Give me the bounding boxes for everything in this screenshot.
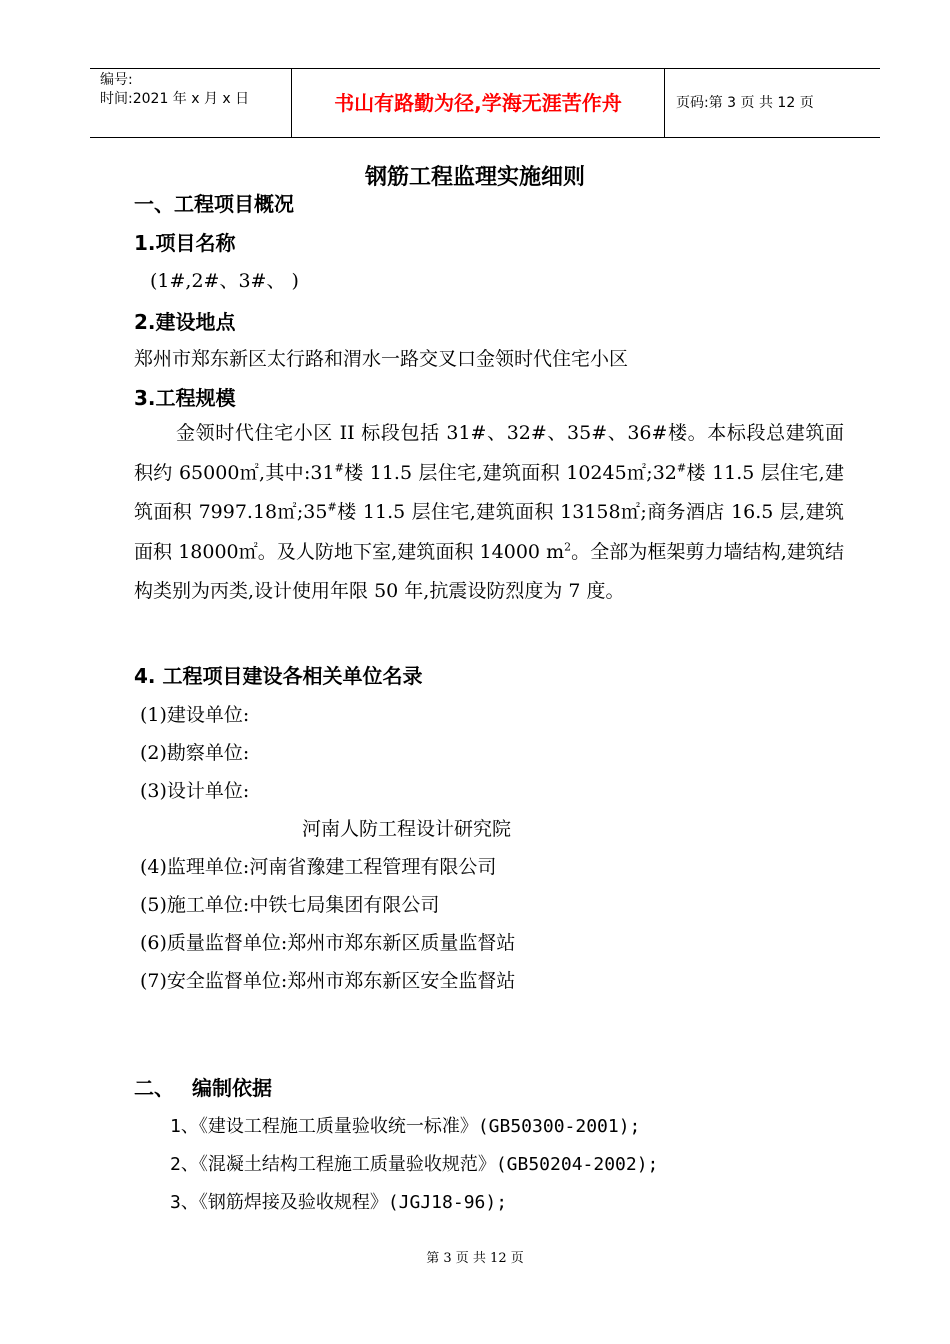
superscript: 2	[564, 540, 572, 554]
paragraph-part: 金领时代住宅小区 II 标段包括 31#、32#、35#、36#楼。本标段总建筑面积约 65000㎡,其中:31	[134, 422, 844, 484]
paragraph-part: 楼 11.5 层住宅,建筑面积 10245㎡;32	[343, 461, 677, 484]
reference-item: 2、《混凝土结构工程施工质量验收规范》(GB50204-2002);	[170, 1154, 659, 1175]
section-2-number: 二、	[134, 1076, 174, 1100]
reference-item: 1、《建设工程施工质量验收统一标准》(GB50300-2001);	[170, 1116, 641, 1137]
superscript: #	[676, 461, 687, 475]
header-divider	[664, 69, 665, 137]
unit-owner: (1)建设单位:	[140, 704, 250, 726]
unit-design: (3)设计单位:	[140, 780, 250, 802]
project-name-text: (1#,2#、3#、 )	[150, 270, 299, 292]
section-1-1-heading: 1.项目名称	[134, 231, 236, 255]
reference-item: 3、《钢筋焊接及验收规程》(JGJ18-96);	[170, 1192, 508, 1213]
section-2-heading: 编制依据	[192, 1076, 272, 1100]
unit-supervision: (4)监理单位:河南省豫建工程管理有限公司	[140, 856, 497, 878]
paragraph-part: 。全部为框架剪力墙结构,建筑结构类别为丙类,设计使用年限 50 年,抗震设防烈度为 7 度。	[134, 540, 844, 602]
paragraph-part: 楼 11.5 层住宅,建筑面积 7997.18㎡;35	[134, 461, 844, 523]
page-footer: 第 3 页 共 12 页	[426, 1251, 524, 1266]
unit-design-value: 河南人防工程设计研究院	[302, 818, 512, 840]
superscript: #	[334, 461, 344, 475]
unit-survey: (2)勘察单位:	[140, 742, 250, 764]
document-title: 钢筋工程监理实施细则	[364, 165, 585, 190]
section-1-heading: 一、工程项目概况	[134, 192, 294, 216]
header-page-info: 页码:第 3 页 共 12 页	[676, 95, 814, 111]
time-line: 时间:2021 年 x 月 x 日	[100, 91, 250, 107]
header-meta	[100, 71, 290, 109]
code-label: 编号:	[100, 72, 133, 88]
unit-construction: (5)施工单位:中铁七局集团有限公司	[140, 894, 440, 916]
location-text: 郑州市郑东新区太行路和渭水一路交叉口金领时代住宅小区	[134, 348, 629, 370]
paragraph-part: 楼 11.5 层住宅,建筑面积 13158㎡;商务酒店 16.5 层,建筑面积 18000㎡。及人防地下室,建筑面积 14000 m	[134, 501, 844, 563]
page-header	[90, 68, 880, 138]
superscript: #	[327, 500, 337, 514]
scale-paragraph	[134, 414, 844, 612]
header-motto: 书山有路勤为径,学海无涯苦作舟	[334, 91, 622, 115]
unit-quality: (6)质量监督单位:郑州市郑东新区质量监督站	[140, 932, 516, 954]
section-1-3-heading: 3.工程规模	[134, 386, 236, 410]
unit-safety: (7)安全监督单位:郑州市郑东新区安全监督站	[140, 970, 516, 992]
section-1-2-heading: 2.建设地点	[134, 310, 236, 334]
section-1-4-heading: 4. 工程项目建设各相关单位名录	[134, 664, 423, 688]
